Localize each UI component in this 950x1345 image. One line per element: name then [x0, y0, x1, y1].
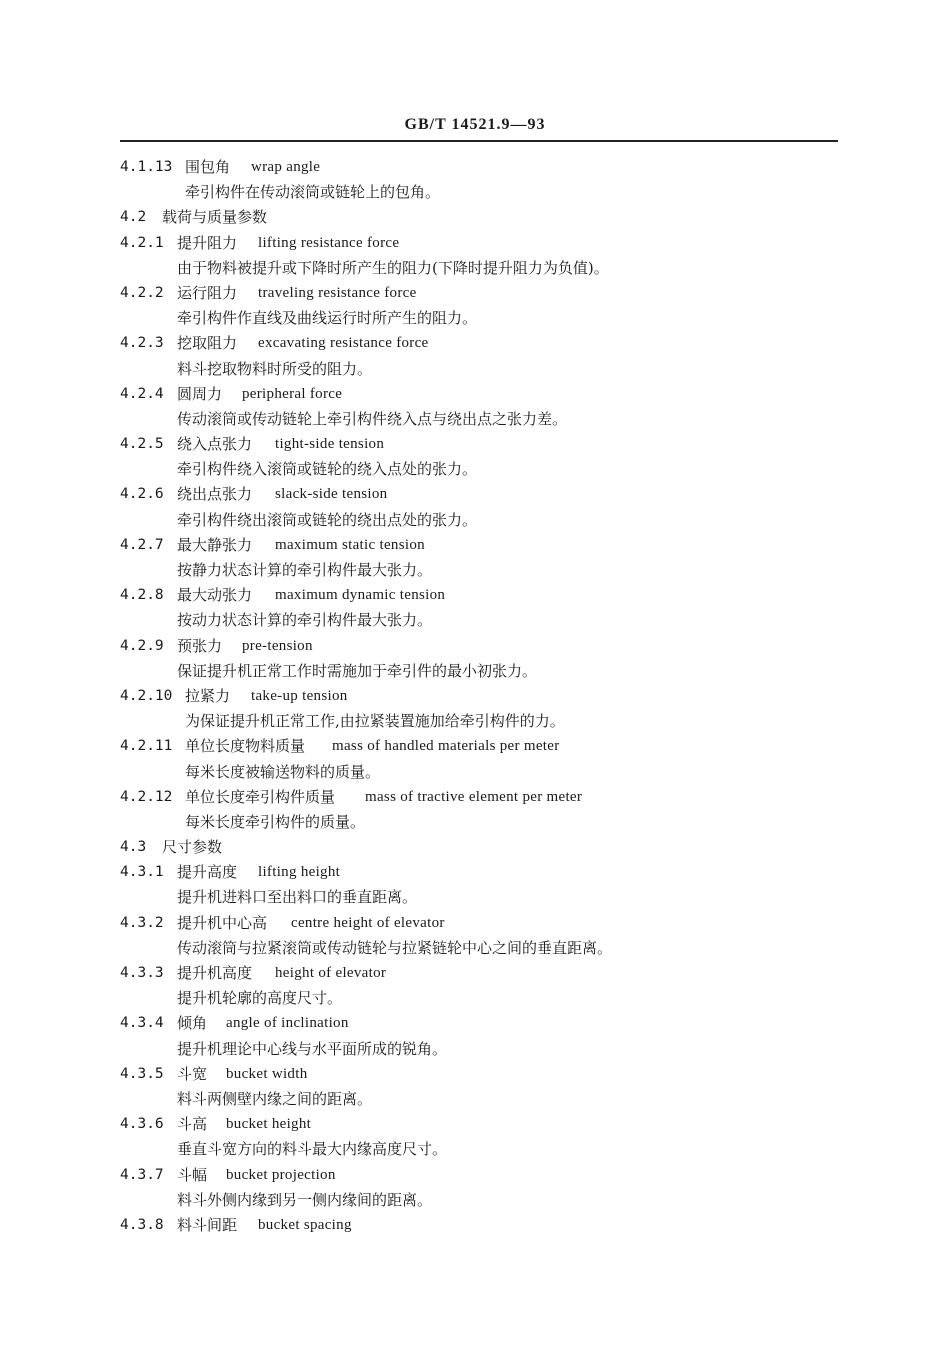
- term-definition: 牵引构件在传动滚筒或链轮上的包角。: [185, 183, 441, 202]
- term-definition: 按动力状态计算的牵引构件最大张力。: [177, 611, 433, 630]
- term-definition: 牵引构件作直线及曲线运行时所产生的阻力。: [177, 309, 478, 328]
- term-chinese: 预张力: [177, 636, 223, 655]
- term-number: 4.2.10: [120, 687, 173, 704]
- term-heading: [0, 281, 950, 306]
- term-number: 4.2.2: [120, 284, 164, 301]
- term-definition-row: [0, 508, 950, 533]
- header-rule: [120, 140, 838, 142]
- term-number: 4.3.4: [120, 1015, 164, 1032]
- term-definition: 提升机轮廓的高度尺寸。: [177, 989, 343, 1008]
- term-number: 4.3.8: [120, 1216, 164, 1233]
- term-chinese: 圆周力: [177, 384, 223, 403]
- term-number: 4.3.6: [120, 1116, 164, 1133]
- term-definition: 料斗挖取物料时所受的阻力。: [177, 359, 373, 378]
- term-heading: [0, 533, 950, 558]
- term-heading: [0, 1213, 950, 1238]
- term-chinese: 倾角: [177, 1014, 208, 1033]
- term-chinese: 提升阻力: [177, 233, 238, 252]
- term-chinese: 单位长度物料质量: [185, 737, 306, 756]
- section-title: 尺寸参数: [162, 838, 223, 857]
- term-chinese: 单位长度牵引构件质量: [185, 787, 336, 806]
- term-english: bucket spacing: [258, 1216, 352, 1233]
- term-definition: 提升机进料口至出料口的垂直距离。: [177, 888, 418, 907]
- section-heading: [0, 835, 950, 860]
- term-number: 4.2.5: [120, 436, 164, 453]
- term-chinese: 料斗间距: [177, 1215, 238, 1234]
- term-number: 4.2.3: [120, 335, 164, 352]
- term-english: lifting resistance force: [258, 234, 400, 251]
- term-heading: [0, 1163, 950, 1188]
- term-english: centre height of elevator: [291, 914, 445, 931]
- section-title: 载荷与质量参数: [162, 208, 268, 227]
- term-definition-row: [0, 357, 950, 382]
- term-definition-row: [0, 810, 950, 835]
- term-heading: [0, 911, 950, 936]
- term-chinese: 围包角: [185, 158, 231, 176]
- term-number: 4.2.12: [120, 788, 173, 805]
- term-definition-row: [0, 885, 950, 910]
- term-english: maximum static tension: [275, 536, 425, 553]
- term-definition-row: [0, 558, 950, 583]
- term-number: 4.2.7: [120, 536, 164, 553]
- term-definition: 料斗两侧壁内缘之间的距离。: [177, 1089, 373, 1108]
- term-chinese: 绕入点张力: [177, 435, 253, 454]
- term-definition-row: [0, 457, 950, 482]
- term-definition: 由于物料被提升或下降时所产生的阻力(下降时提升阻力为负值)。: [177, 258, 609, 277]
- term-english: maximum dynamic tension: [275, 587, 446, 604]
- term-definition: 保证提升机正常工作时需施加于牵引件的最小初张力。: [177, 661, 538, 680]
- term-number: 4.2.11: [120, 738, 173, 755]
- term-heading: [0, 155, 950, 180]
- term-definition-row: [0, 760, 950, 785]
- term-english: height of elevator: [275, 965, 387, 981]
- term-definition-row: [0, 1037, 950, 1062]
- term-chinese: 最大动张力: [177, 586, 253, 605]
- term-heading: [0, 231, 950, 256]
- term-heading: [0, 1112, 950, 1137]
- term-number: 4.1.13: [120, 159, 173, 175]
- term-definition-row: [0, 256, 950, 281]
- term-chinese: 斗幅: [177, 1165, 208, 1184]
- document-code-header: GB/T 14521.9—93: [404, 116, 546, 133]
- term-definition: 每米长度牵引构件的质量。: [185, 812, 366, 831]
- term-definition: 传动滚筒与拉紧滚筒或传动链轮与拉紧链轮中心之间的垂直距离。: [177, 938, 613, 957]
- term-heading: [0, 583, 950, 608]
- term-number: 4.2.1: [120, 234, 164, 251]
- term-chinese: 拉紧力: [185, 686, 231, 705]
- term-definition-row: [0, 659, 950, 684]
- term-definition-row: [0, 407, 950, 432]
- term-definition-row: [0, 608, 950, 633]
- term-definition-row: [0, 986, 950, 1011]
- term-definition-row: [0, 709, 950, 734]
- term-definition-row: [0, 1087, 950, 1112]
- term-definition: 每米长度被输送物料的质量。: [185, 762, 381, 781]
- term-definition-row: [0, 1188, 950, 1213]
- term-definition: 按静力状态计算的牵引构件最大张力。: [177, 561, 433, 579]
- term-english: excavating resistance force: [258, 335, 429, 352]
- term-english: traveling resistance force: [258, 284, 417, 301]
- term-chinese: 提升机高度: [177, 964, 253, 982]
- term-number: 4.2.9: [120, 637, 164, 654]
- term-definition: 垂直斗宽方向的料斗最大内缘高度尺寸。: [177, 1140, 448, 1159]
- term-chinese: 最大静张力: [177, 535, 253, 554]
- section-number: 4.2: [120, 209, 147, 226]
- term-definition: 提升机理论中心线与水平面所成的锐角。: [177, 1039, 448, 1058]
- term-heading: [0, 961, 950, 986]
- section-number: 4.3: [120, 839, 147, 856]
- term-heading: [0, 1062, 950, 1087]
- term-english: mass of handled materials per meter: [332, 738, 560, 755]
- term-english: bucket projection: [226, 1166, 336, 1183]
- term-english: pre-tension: [242, 637, 313, 654]
- term-english: tight-side tension: [275, 436, 385, 453]
- term-heading: [0, 634, 950, 659]
- term-english: angle of inclination: [226, 1015, 349, 1032]
- term-english: peripheral force: [242, 385, 343, 402]
- term-number: 4.2.8: [120, 587, 164, 604]
- term-heading: [0, 331, 950, 356]
- term-chinese: 提升高度: [177, 863, 238, 882]
- term-number: 4.3.2: [120, 914, 164, 931]
- term-heading: [0, 860, 950, 885]
- term-definition-row: [0, 936, 950, 961]
- term-english: take-up tension: [251, 687, 348, 704]
- term-definition: 牵引构件绕出滚筒或链轮的绕出点处的张力。: [177, 510, 478, 529]
- term-heading: [0, 382, 950, 407]
- term-chinese: 运行阻力: [177, 283, 238, 302]
- term-heading: [0, 432, 950, 457]
- term-definition-row: [0, 1137, 950, 1162]
- term-definition-row: [0, 180, 950, 205]
- term-number: 4.3.3: [120, 965, 164, 981]
- term-chinese: 斗宽: [177, 1064, 208, 1083]
- term-definition: 牵引构件绕入滚筒或链轮的绕入点处的张力。: [177, 460, 478, 479]
- term-number: 4.2.4: [120, 385, 164, 402]
- term-list: [0, 155, 950, 1238]
- term-number: 4.2.6: [120, 486, 164, 503]
- term-chinese: 提升机中心高: [177, 913, 268, 932]
- term-number: 4.3.5: [120, 1065, 164, 1082]
- term-number: 4.3.1: [120, 864, 164, 881]
- term-definition-row: [0, 306, 950, 331]
- term-heading: [0, 1011, 950, 1036]
- term-english: bucket height: [226, 1116, 312, 1133]
- term-definition: 传动滚筒或传动链轮上牵引构件绕入点与绕出点之张力差。: [177, 409, 568, 428]
- term-heading: [0, 785, 950, 810]
- term-heading: [0, 482, 950, 507]
- term-english: lifting height: [258, 864, 341, 881]
- term-chinese: 挖取阻力: [177, 334, 238, 353]
- term-heading: [0, 734, 950, 759]
- term-heading: [0, 684, 950, 709]
- term-definition: 为保证提升机正常工作,由拉紧装置施加给牵引构件的力。: [185, 712, 565, 731]
- section-heading: [0, 205, 950, 230]
- term-english: wrap angle: [251, 159, 321, 175]
- term-definition: 料斗外侧内缘到另一侧内缘间的距离。: [177, 1190, 433, 1209]
- term-number: 4.3.7: [120, 1166, 164, 1183]
- term-english: mass of tractive element per meter: [365, 788, 583, 805]
- term-english: slack-side tension: [275, 486, 388, 503]
- term-chinese: 斗高: [177, 1115, 208, 1134]
- term-chinese: 绕出点张力: [177, 485, 253, 504]
- term-english: bucket width: [226, 1065, 308, 1082]
